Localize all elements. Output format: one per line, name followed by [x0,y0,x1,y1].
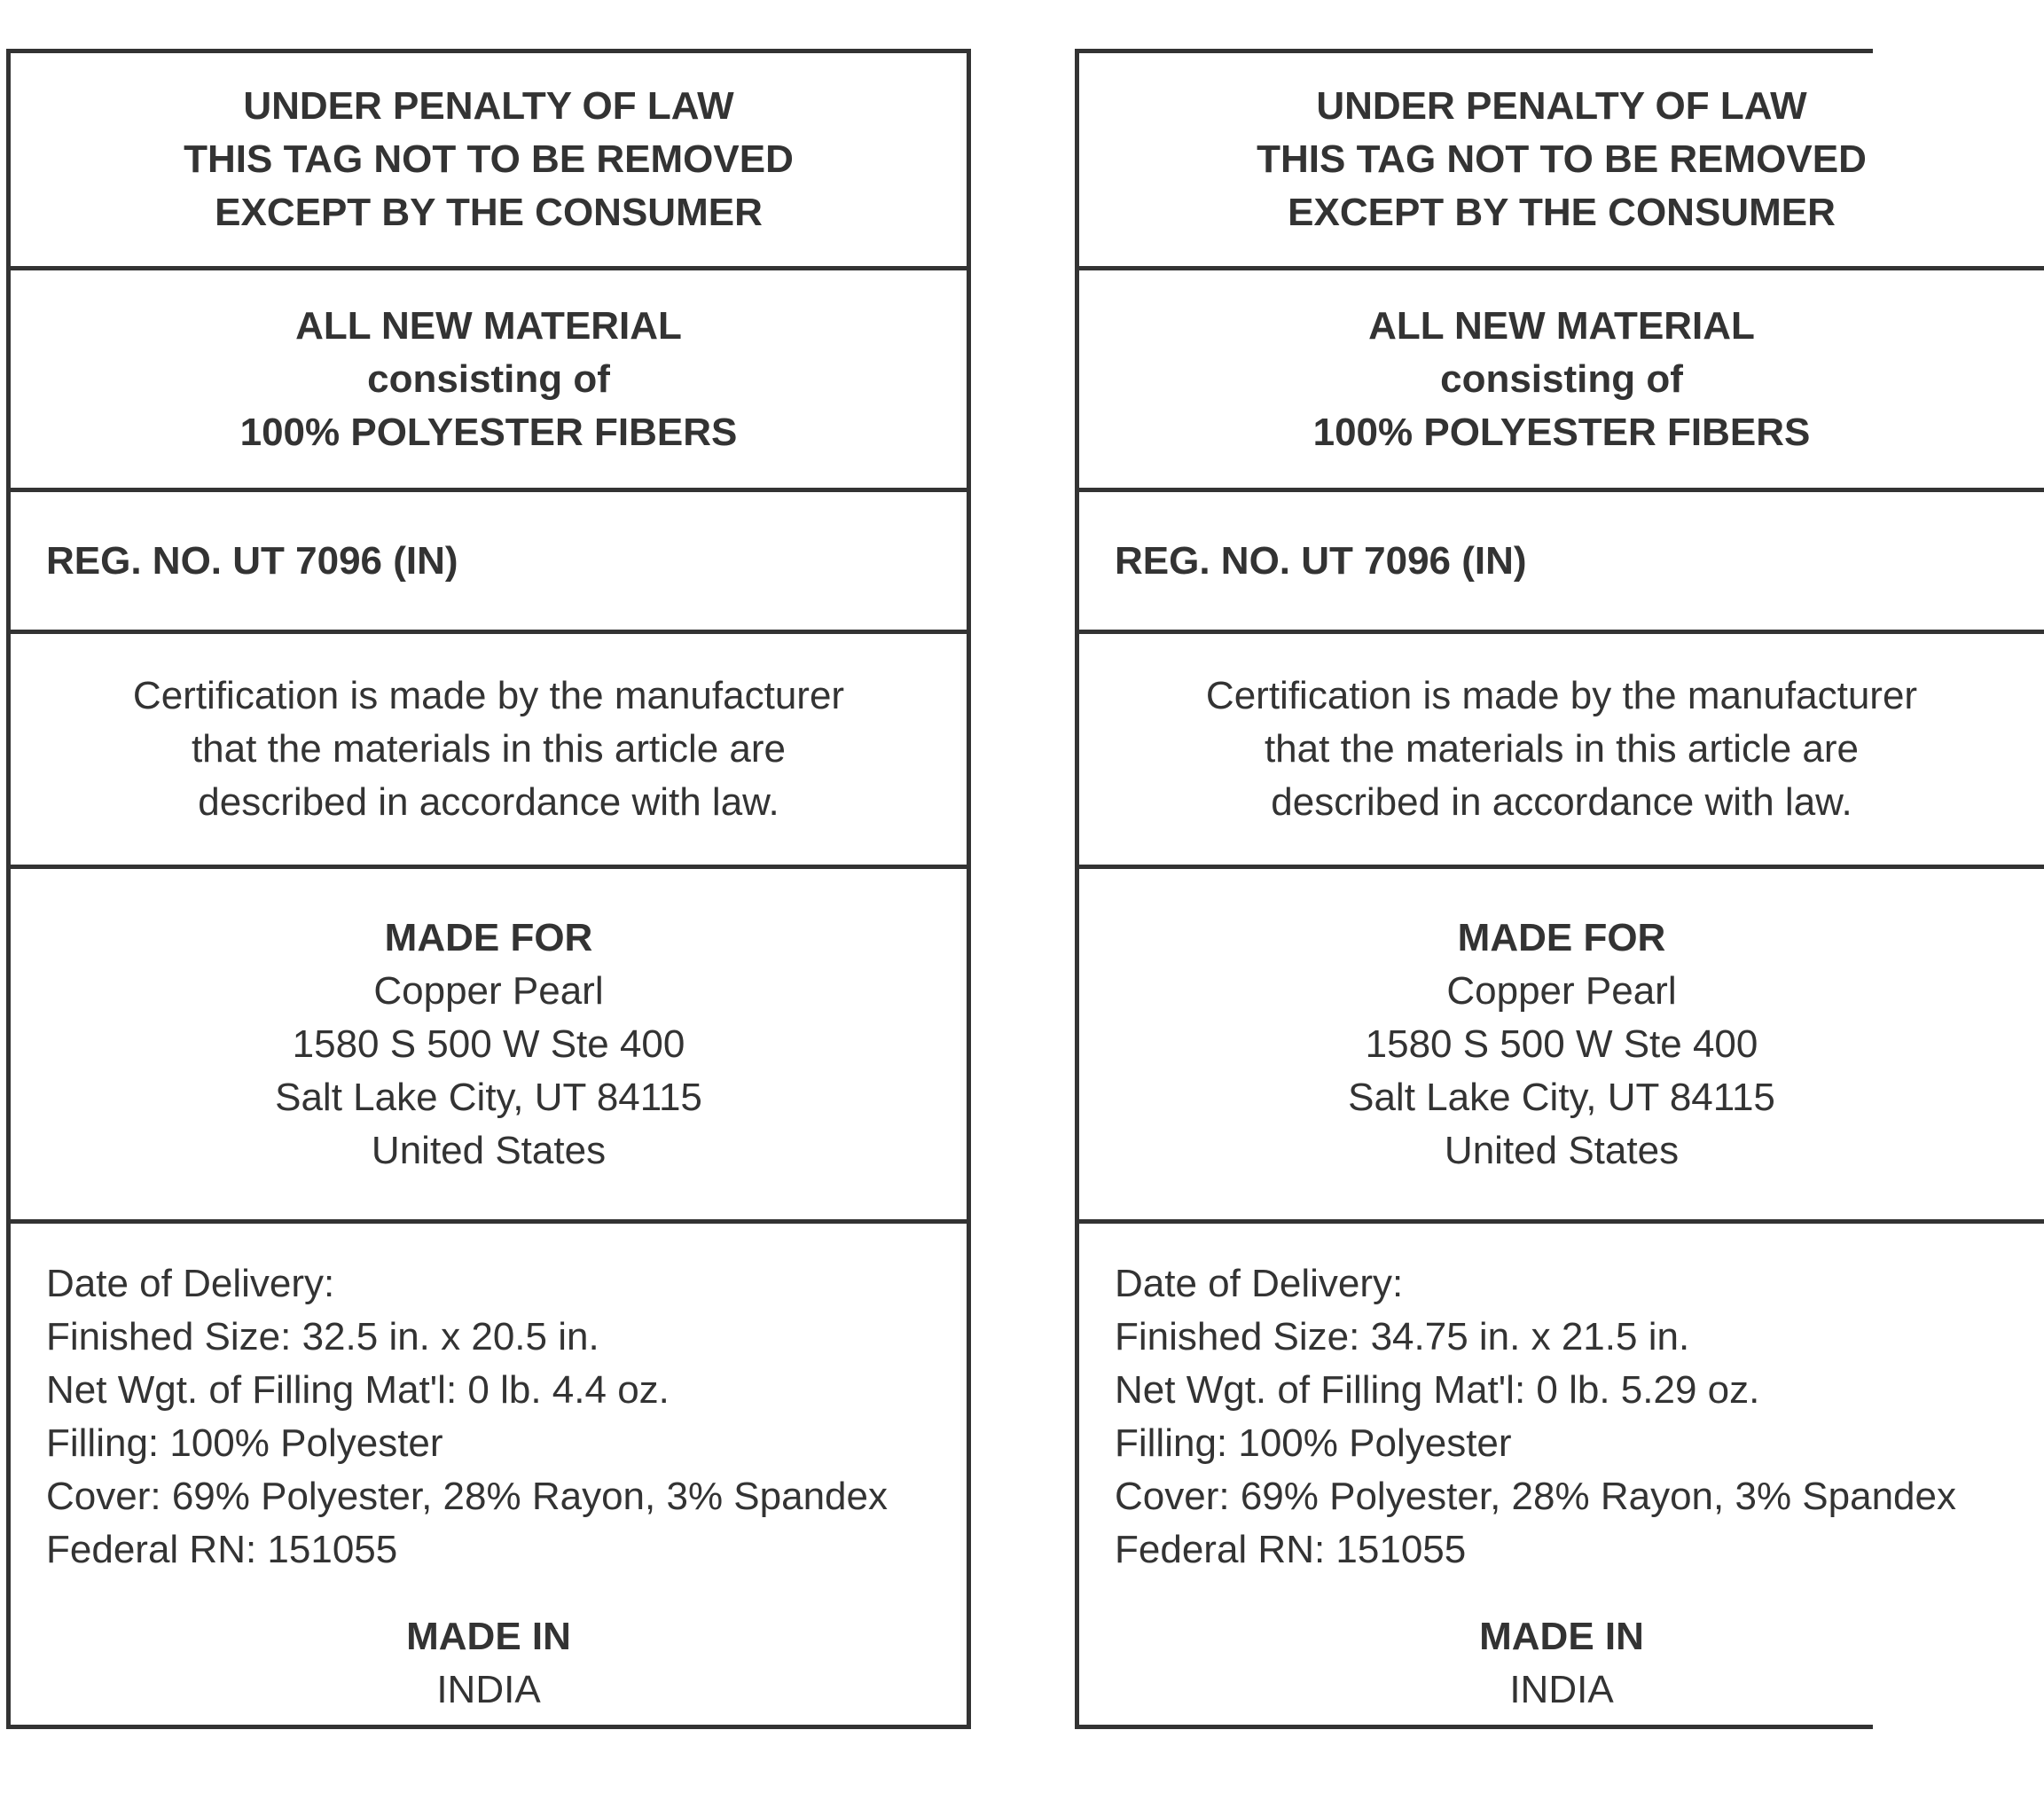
certification-line: Certification is made by the manufacturer [1205,674,1918,717]
material-sub: consisting of [367,356,610,401]
made-for-line: United States [371,1128,607,1172]
made-for-line: Copper Pearl [1446,968,1677,1013]
details-list [1079,1257,2044,1577]
made-for-line: United States [1444,1128,1680,1172]
penalty-line: UNDER PENALTY OF LAW [243,84,734,128]
details-section [11,1224,967,1725]
material-heading: ALL NEW MATERIAL [295,303,682,348]
certification-line: that the materials in this article are [1264,727,1860,771]
made-in-country: INDIA [436,1668,541,1711]
material-section [1079,270,2044,492]
penalty-line: THIS TAG NOT TO BE REMOVED [184,137,794,181]
registration-section [1079,492,2044,634]
certification-section [11,634,967,869]
detail-line: Net Wgt. of Filling Mat'l: 0 lb. 5.29 oz. [1115,1368,1760,1412]
made-for-line: Salt Lake City, UT 84115 [1348,1075,1775,1119]
made-for-line: Copper Pearl [373,968,604,1013]
certification-line: that the materials in this article are [191,727,787,771]
registration-number: REG. NO. UT 7096 (IN) [1115,538,1527,583]
made-for-heading: MADE FOR [1457,915,1666,959]
made-for-heading: MADE FOR [384,915,593,959]
penalty-line: UNDER PENALTY OF LAW [1316,84,1807,128]
penalty-line: THIS TAG NOT TO BE REMOVED [1257,137,1867,181]
made-in-heading: MADE IN [406,1615,571,1658]
penalty-line: EXCEPT BY THE CONSUMER [1288,191,1836,234]
certification-line: described in accordance with law. [1271,780,1852,824]
detail-line: Federal RN: 151055 [46,1528,398,1571]
detail-line: Date of Delivery: [1115,1262,1404,1305]
detail-line: Cover: 69% Polyester, 28% Rayon, 3% Spandex [1115,1475,1956,1518]
penalty-section [11,53,967,270]
made-in-heading: MADE IN [1479,1615,1644,1658]
certification-line: described in accordance with law. [198,780,779,824]
law-tag-right [1075,49,1956,1729]
made-for-section [11,869,967,1224]
penalty-section [1079,53,2044,270]
made-for-section [1079,869,2044,1224]
made-in-block [1079,1610,2044,1717]
detail-line: Cover: 69% Polyester, 28% Rayon, 3% Spandex [46,1475,888,1518]
material-section [11,270,967,492]
detail-line: Finished Size: 34.75 in. x 21.5 in. [1115,1315,1690,1358]
law-tag-left [6,49,971,1729]
made-for-line: 1580 S 500 W Ste 400 [1365,1022,1758,1066]
certification-section [1079,634,2044,869]
registration-section [11,492,967,634]
detail-line: Finished Size: 32.5 in. x 20.5 in. [46,1315,599,1358]
material-fibers: 100% POLYESTER FIBERS [1312,410,1811,454]
made-for-line: Salt Lake City, UT 84115 [275,1075,702,1119]
certification-line: Certification is made by the manufacturer [132,674,845,717]
details-section [1079,1224,2044,1725]
detail-line: Date of Delivery: [46,1262,335,1305]
details-list [11,1257,967,1577]
made-for-line: 1580 S 500 W Ste 400 [292,1022,685,1066]
penalty-line: EXCEPT BY THE CONSUMER [215,191,763,234]
material-heading: ALL NEW MATERIAL [1368,303,1755,348]
made-in-block [11,1610,967,1717]
detail-line: Federal RN: 151055 [1115,1528,1467,1571]
detail-line: Net Wgt. of Filling Mat'l: 0 lb. 4.4 oz. [46,1368,670,1412]
material-fibers: 100% POLYESTER FIBERS [239,410,738,454]
detail-line: Filling: 100% Polyester [46,1421,443,1465]
material-sub: consisting of [1440,356,1683,401]
detail-line: Filling: 100% Polyester [1115,1421,1512,1465]
made-in-country: INDIA [1509,1668,1614,1711]
registration-number: REG. NO. UT 7096 (IN) [46,538,458,583]
